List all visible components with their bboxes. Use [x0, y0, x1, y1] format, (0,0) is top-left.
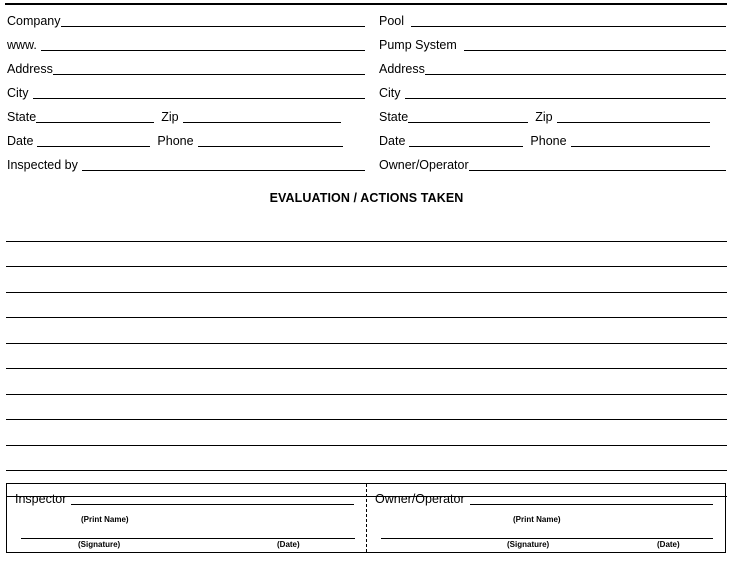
date-right-input-blank[interactable]	[409, 146, 523, 147]
owner-operator-input-blank[interactable]	[469, 170, 726, 171]
field-label: State	[379, 110, 409, 124]
pump-system-input-blank[interactable]	[464, 50, 726, 51]
zip-right-input-blank[interactable]	[557, 122, 710, 123]
field-company	[0, 14, 373, 29]
field-inspected-by	[0, 158, 373, 173]
field-row	[0, 86, 733, 110]
ruled-line[interactable]	[6, 318, 727, 344]
owner-operator-print-name-caption: (Print Name)	[513, 515, 561, 524]
field-date-phone-left	[0, 134, 373, 149]
field-label: Zip	[161, 110, 179, 124]
evaluation-ruled-lines	[6, 216, 727, 497]
field-label: Phone	[530, 134, 567, 148]
address-left-input-blank[interactable]	[53, 74, 365, 75]
inspected-by-input-blank[interactable]	[82, 170, 365, 171]
field-row	[0, 62, 733, 86]
field-label: Date	[379, 134, 406, 148]
website-input-blank[interactable]	[41, 50, 365, 51]
field-city-right	[373, 86, 733, 101]
ruled-line[interactable]	[6, 369, 727, 395]
inspector-print-name-caption: (Print Name)	[81, 515, 129, 524]
field-label: Company	[7, 14, 61, 28]
field-label: State	[7, 110, 37, 124]
field-state-zip-left	[0, 110, 373, 125]
company-input-blank[interactable]	[61, 26, 366, 27]
field-owner-operator	[373, 158, 733, 173]
pool-input-blank[interactable]	[411, 26, 726, 27]
owner-operator-print-name-blank[interactable]	[470, 504, 713, 505]
inspector-signature-caption: (Signature)	[78, 540, 121, 549]
field-row	[0, 14, 733, 38]
city-right-input-blank[interactable]	[405, 98, 726, 99]
owner-operator-date-caption: (Date)	[657, 540, 680, 549]
field-date-phone-right	[373, 134, 733, 149]
field-label: www.	[7, 38, 37, 52]
ruled-line[interactable]	[6, 420, 727, 446]
ruled-line[interactable]	[6, 344, 727, 370]
owner-operator-role-label: Owner/Operator	[375, 492, 465, 506]
signature-block	[6, 483, 726, 553]
city-left-input-blank[interactable]	[33, 98, 365, 99]
owner-operator-signature-date-blank[interactable]	[381, 538, 713, 539]
state-right-input-blank[interactable]	[408, 122, 528, 123]
ruled-line[interactable]	[6, 267, 727, 293]
field-label: Phone	[157, 134, 194, 148]
owner-operator-signature-caption: (Signature)	[507, 540, 550, 549]
ruled-line[interactable]	[6, 446, 727, 472]
field-state-zip-right	[373, 110, 733, 125]
field-label: Owner/Operator	[379, 158, 469, 172]
inspector-name-row	[7, 484, 366, 507]
field-row	[0, 158, 733, 182]
inspector-signature-date-blank[interactable]	[21, 538, 355, 539]
field-label: Pump System	[379, 38, 457, 52]
inspector-date-caption: (Date)	[277, 540, 300, 549]
field-label: Date	[7, 134, 34, 148]
field-label: Inspected by	[7, 158, 78, 172]
owner-operator-signature-panel	[367, 484, 725, 552]
phone-right-input-blank[interactable]	[571, 146, 710, 147]
field-row	[0, 134, 733, 158]
field-label: City	[379, 86, 401, 100]
field-pool	[373, 14, 733, 29]
state-left-input-blank[interactable]	[36, 122, 154, 123]
field-website	[0, 38, 373, 53]
field-label: Address	[379, 62, 425, 76]
field-row	[0, 110, 733, 134]
phone-left-input-blank[interactable]	[198, 146, 343, 147]
field-city-left	[0, 86, 373, 101]
ruled-line[interactable]	[6, 395, 727, 421]
inspector-print-name-blank[interactable]	[71, 504, 354, 505]
ruled-line[interactable]	[6, 242, 727, 268]
address-right-input-blank[interactable]	[425, 74, 726, 75]
inspector-signature-panel	[7, 484, 367, 552]
ruled-line[interactable]	[6, 293, 727, 319]
field-pump-system	[373, 38, 733, 53]
field-address-left	[0, 62, 373, 77]
zip-left-input-blank[interactable]	[183, 122, 341, 123]
field-row	[0, 38, 733, 62]
inspector-role-label: Inspector	[15, 492, 67, 506]
field-label: Zip	[535, 110, 553, 124]
ruled-line[interactable]	[6, 216, 727, 242]
top-divider-rule	[5, 3, 727, 5]
date-left-input-blank[interactable]	[37, 146, 150, 147]
evaluation-section-heading: EVALUATION / ACTIONS TAKEN	[269, 191, 464, 205]
header-fields	[0, 14, 733, 182]
field-label: Address	[7, 62, 53, 76]
field-label: Pool	[379, 14, 405, 28]
field-label: City	[7, 86, 29, 100]
field-address-right	[373, 62, 733, 77]
owner-operator-name-row	[367, 484, 725, 507]
